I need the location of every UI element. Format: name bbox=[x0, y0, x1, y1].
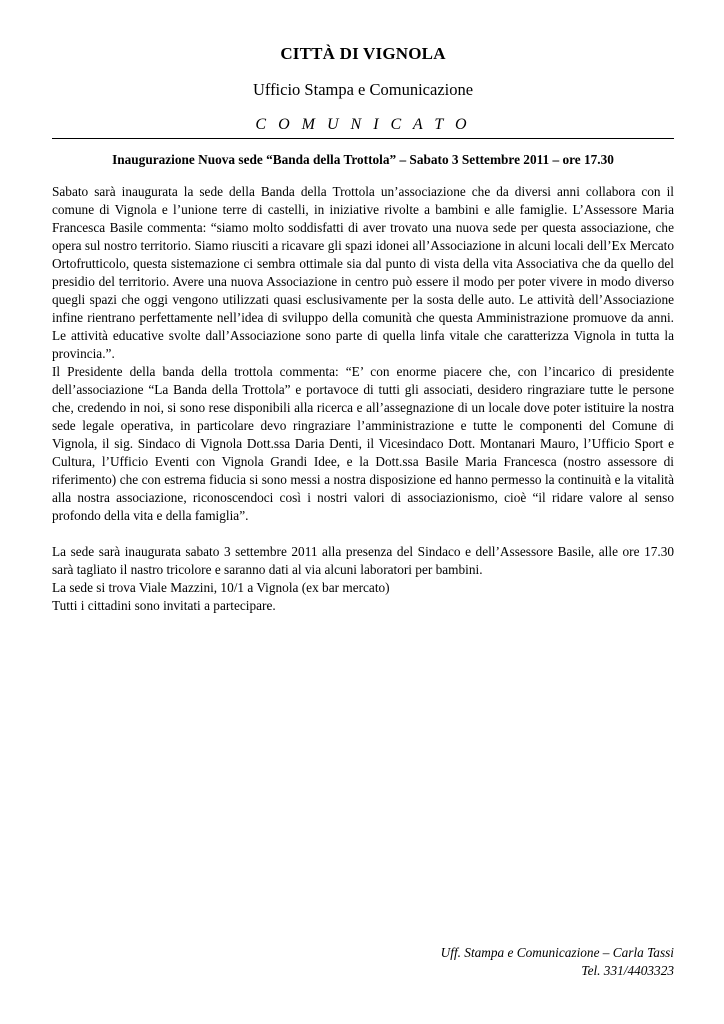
press-release-headline: Inaugurazione Nuova sede “Banda della Trottola” – Sabato 3 Settembre 2011 – ore 17.30 bbox=[112, 152, 614, 167]
press-release-body bbox=[52, 183, 674, 615]
paragraph-inauguration-details: La sede sarà inaugurata sabato 3 settembre 2011 alla presenza del Sindaco e dell’Assessore Basile, alle ore 17.30 sarà tagliato il nastro tricolore e saranno dati al via alcuni laboratori per bambini. bbox=[52, 544, 674, 577]
header-divider bbox=[52, 138, 674, 139]
paragraph-intro: Sabato sarà inaugurata la sede della Banda della Trottola un’associazione che da diversi anni collabora con il comune di Vignola e l’unione terre di castelli, in iniziative rivolte a bambini e alle famiglie. L’Assessore Maria Francesca Basile commenta: “siamo molto soddisfatti di aver trovato una nuova sede per questa associazione, che opera sul nostro territorio. Siamo riusciti a ricavare gli spazi idonei all’Associazione in alcuni locali dell’Ex Mercato Ortofrutticolo, questa sistemazione ci sembra ottimale sia dal punto di vista della vita Associativa che da quello del presidio del territorio. Avere una nuova Associazione in centro può essere il modo per poter vivere in modo diverso quegli spazi che oggi vengono utilizzati quasi esclusivamente per la sosta delle auto. Le attività dell’Associazione infine rientrano perfettamente nell’idea di sviluppo della comunità che questa Amministrazione promuove da anni. Le attività educative svolte dall’Associazione sono parte di quella linfa vitale che caratterizza Vignola in tutta la provincia.”. bbox=[52, 184, 674, 361]
signature-phone: Tel. 331/4403323 bbox=[581, 963, 674, 978]
city-title: CITTÀ DI VIGNOLA bbox=[280, 44, 446, 63]
office-subtitle: Ufficio Stampa e Comunicazione bbox=[252, 80, 474, 99]
paragraph-invitation: Tutti i cittadini sono invitati a partecipare. bbox=[52, 598, 276, 613]
signature-block bbox=[441, 944, 674, 980]
paragraph-president-quote: Il Presidente della banda della trottola commenta: “E’ con enorme piacere che, con l’incarico di presidente dell’associazione “La Banda della Trottola” e portavoce di tutti gli associati, desidero ringraziare tutte le persone che, credendo in noi, si sono rese disponibili alla ricerca e all’assegnazione di un locale dove poter istituire la nostra sede legale operativa, in particolare devo ringraziare l’amministrazione e tutte le componenti del Comune di Vignola, il sig. Sindaco di Vignola Dott.ssa Daria Denti, il Vicesindaco Dott. Montanari Mauro, l’Ufficio Sport e Cultura, l’Ufficio Eventi con Vignola Grandi Idee, e la Dott.ssa Basile Maria Francesca (nostro assessore di riferimento) che con estrema fiducia si sono messi a nostra disposizione ed hanno permesso la continuità e la vitalità alla nostra associazione, riconoscendoci così i nostri valori di associazionismo, cioè “il ridare valore al senso profondo della vita e della famiglia”. bbox=[52, 364, 674, 523]
document-page bbox=[52, 0, 674, 1024]
document-type-label: C O M U N I C A T O bbox=[255, 116, 471, 133]
paragraph-address: La sede si trova Viale Mazzini, 10/1 a Vignola (ex bar mercato) bbox=[52, 580, 390, 595]
signature-office-contact: Uff. Stampa e Comunicazione – Carla Tassi bbox=[440, 945, 674, 960]
